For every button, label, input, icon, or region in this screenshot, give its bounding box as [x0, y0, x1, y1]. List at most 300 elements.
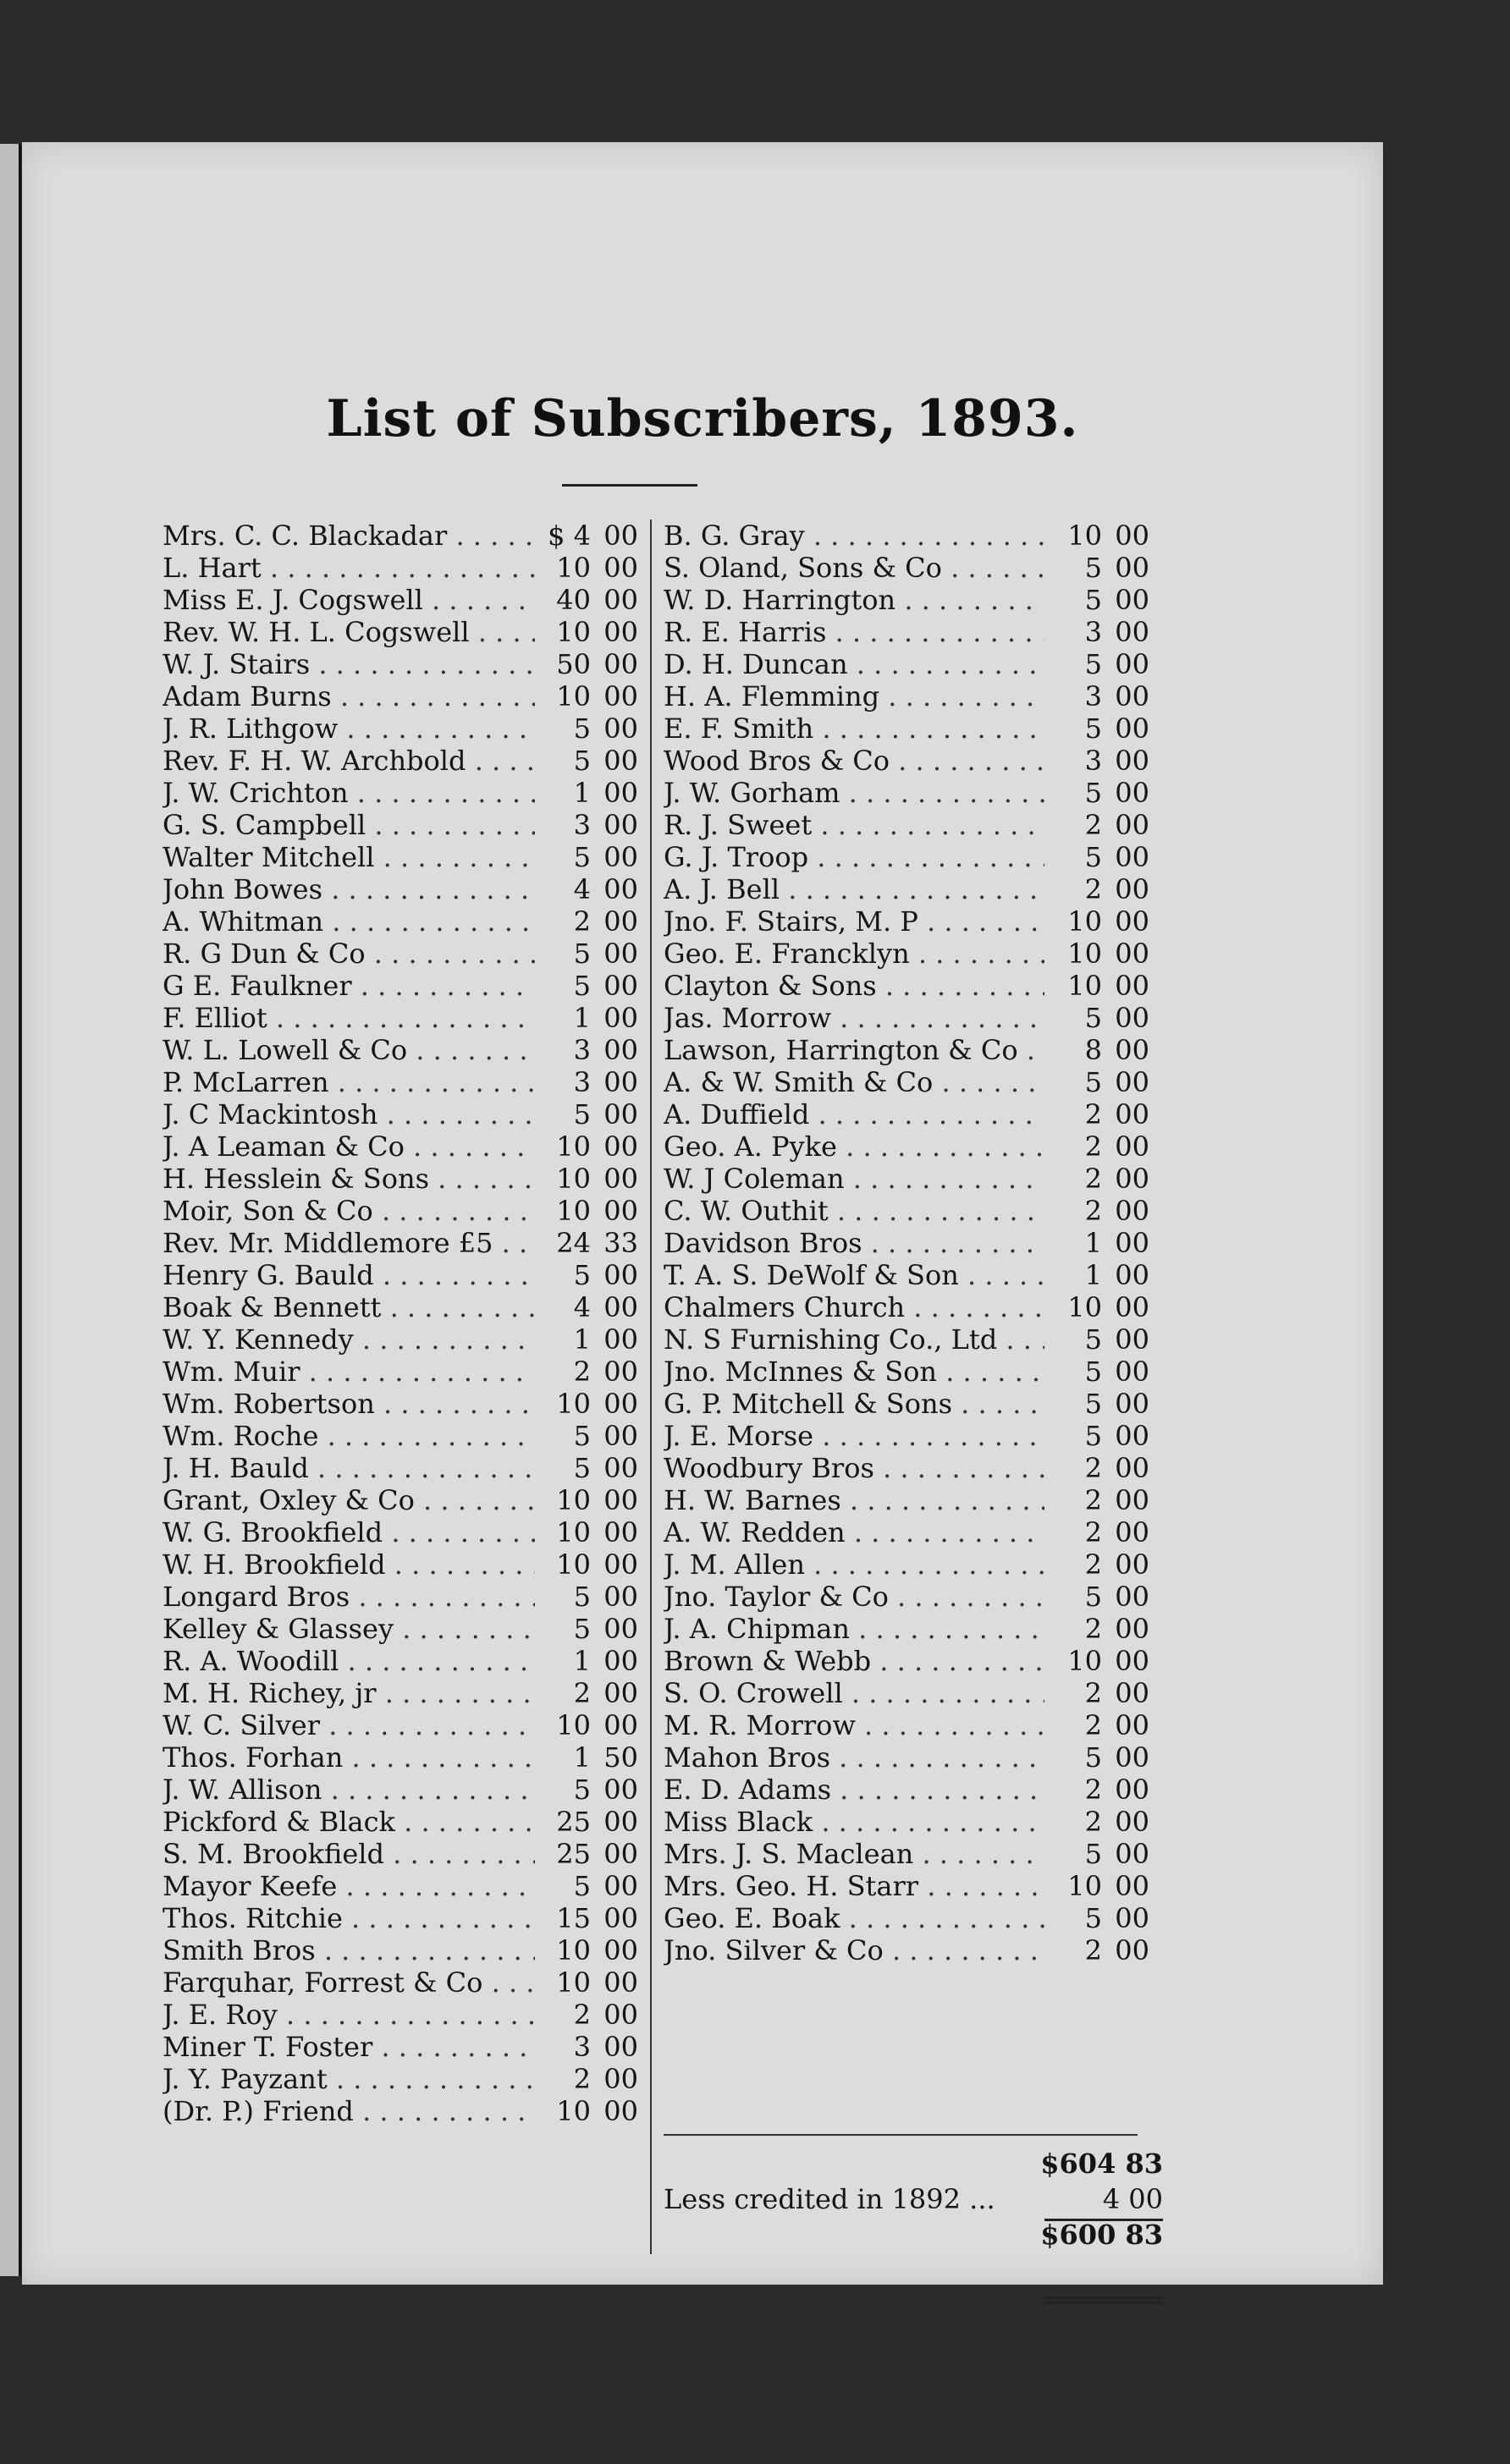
amount-cents: 00: [603, 712, 638, 745]
amount-dollars: 2: [573, 905, 591, 938]
subscriber-name: J. E. Roy . . .: [163, 1999, 535, 2031]
subscriber-row: [664, 1645, 1163, 1677]
amount-dollars: 2: [1084, 809, 1102, 841]
subscriber-name: Chalmers Church . . .: [664, 1291, 1044, 1323]
subscriber-row: [163, 1002, 653, 1034]
amount-dollars: 15: [556, 1902, 591, 1934]
amount-dollars: 3: [1084, 616, 1102, 648]
amount-dollars: 10: [556, 1130, 591, 1163]
amount-dollars: 2: [1084, 1098, 1102, 1130]
amount-dollars: 5: [573, 970, 591, 1002]
subscriber-name: Pickford & Black . . .: [163, 1806, 535, 1838]
amount-cents: 00: [603, 1934, 638, 1966]
subscriber-row: [163, 1902, 653, 1934]
subscriber-name: John Bowes . . .: [163, 873, 535, 905]
amount-dollars: 2: [1084, 1548, 1102, 1581]
amount-cents: 00: [603, 1806, 638, 1838]
amount-cents: 00: [1115, 1323, 1149, 1356]
amount-dollars: 5: [1084, 1838, 1102, 1870]
amount-dollars: 10: [1067, 1870, 1102, 1902]
subscriber-row: [163, 1999, 653, 2031]
subscriber-row: [163, 1420, 653, 1452]
subscriber-name: B. G. Gray . . .: [664, 520, 1044, 552]
amount-dollars: 5: [573, 712, 591, 745]
amount-cents: 00: [1115, 1002, 1149, 1034]
amount-cents: 00: [603, 1291, 638, 1323]
subscriber-row: [163, 2095, 653, 2127]
amount-dollars: 10: [556, 1484, 591, 1516]
amount-cents: 00: [1115, 1677, 1149, 1709]
amount-dollars: 4: [573, 873, 591, 905]
subscriber-name: R. J. Sweet . . .: [664, 809, 1044, 841]
subscriber-row: [163, 745, 653, 777]
amount-cents: 00: [603, 777, 638, 809]
amount-dollars: 2: [573, 1677, 591, 1709]
subscriber-name: D. H. Duncan . . .: [664, 648, 1044, 680]
amount-cents: 00: [603, 2063, 638, 2095]
amount-dollars: 3: [573, 1066, 591, 1098]
subscriber-name: M. R. Morrow . . .: [664, 1709, 1044, 1741]
subscriber-name: W. H. Brookfield . . .: [163, 1548, 535, 1581]
amount-cents: 00: [1115, 1356, 1149, 1388]
amount-cents: 33: [603, 1227, 638, 1259]
subscriber-row: [664, 745, 1163, 777]
amount-cents: 00: [603, 1163, 638, 1195]
amount-cents: 00: [1115, 712, 1149, 745]
subscriber-name: A. W. Redden . . .: [664, 1516, 1044, 1548]
amount-cents: 00: [1115, 1870, 1149, 1902]
amount-cents: 00: [603, 905, 638, 938]
amount-dollars: 5: [573, 938, 591, 970]
subscriber-row: [664, 1098, 1163, 1130]
amount-cents: 00: [1115, 1098, 1149, 1130]
subscriber-row: [664, 1066, 1163, 1098]
amount-dollars: 10: [556, 552, 591, 584]
subscriber-row: [163, 1227, 653, 1259]
subscriber-row: [163, 1323, 653, 1356]
document-page: [22, 142, 1383, 2285]
subscriber-row: [163, 1484, 653, 1516]
subscriber-row: [163, 1870, 653, 1902]
subscriber-name: Mahon Bros . . .: [664, 1741, 1044, 1774]
amount-dollars: 8: [1084, 1034, 1102, 1066]
subscriber-name: Adam Burns . . .: [163, 680, 535, 712]
subscriber-row: [163, 809, 653, 841]
amount-cents: 00: [603, 938, 638, 970]
subscriber-row: [664, 1163, 1163, 1195]
amount-dollars: 5: [1084, 1420, 1102, 1452]
amount-cents: 00: [1115, 1227, 1149, 1259]
amount-cents: 00: [603, 1034, 638, 1066]
subscriber-row: [664, 1034, 1163, 1066]
amount-cents: 00: [1115, 1548, 1149, 1581]
amount-cents: 00: [603, 1066, 638, 1098]
amount-dollars: 5: [573, 1420, 591, 1452]
subscriber-row: [163, 970, 653, 1002]
subscriber-row: [163, 1388, 653, 1420]
subscriber-name: Grant, Oxley & Co . . .: [163, 1484, 535, 1516]
amount-dollars: 25: [556, 1806, 591, 1838]
amount-cents: 00: [603, 970, 638, 1002]
subscriber-name: Brown & Webb . . .: [664, 1645, 1044, 1677]
amount-dollars: 2: [1084, 1806, 1102, 1838]
subscriber-row: [664, 777, 1163, 809]
subscriber-row: [163, 520, 653, 552]
subscriber-name: E. D. Adams . . .: [664, 1774, 1044, 1806]
subscriber-name: Rev. W. H. L. Cogswell . . .: [163, 616, 535, 648]
amount-cents: 00: [1115, 809, 1149, 841]
amount-dollars: 10: [556, 1548, 591, 1581]
subscriber-row: [664, 648, 1163, 680]
amount-cents: 00: [603, 1966, 638, 1999]
subscriber-row: [163, 1677, 653, 1709]
subscriber-name: Geo. A. Pyke . . .: [664, 1130, 1044, 1163]
amount-dollars: 4: [573, 1291, 591, 1323]
subscriber-row: [664, 1581, 1163, 1613]
subscriber-name: W. C. Silver . . .: [163, 1709, 535, 1741]
amount-cents: 00: [1115, 1066, 1149, 1098]
subscriber-row: [163, 1645, 653, 1677]
subscriber-row: [664, 1452, 1163, 1484]
amount-cents: 00: [1115, 905, 1149, 938]
amount-dollars: 5: [573, 1774, 591, 1806]
amount-dollars: 10: [1067, 1645, 1102, 1677]
total-double-rule-top: [1044, 2296, 1163, 2299]
subscriber-name: J. H. Bauld . . .: [163, 1452, 535, 1484]
amount-dollars: 5: [1084, 712, 1102, 745]
amount-dollars: 10: [1067, 905, 1102, 938]
subscriber-row: [163, 552, 653, 584]
subscriber-name: Miss Black . . .: [664, 1806, 1044, 1838]
subscriber-name: J. A. Chipman . . .: [664, 1613, 1044, 1645]
less-credited-amount: 4 00: [1102, 2183, 1163, 2215]
amount-dollars: 5: [573, 1613, 591, 1645]
amount-cents: 00: [1115, 1516, 1149, 1548]
amount-dollars: 5: [1084, 1388, 1102, 1420]
subscriber-name: G E. Faulkner . . .: [163, 970, 535, 1002]
subscriber-name: J. W. Crichton . . .: [163, 777, 535, 809]
subscriber-name: Mayor Keefe . . .: [163, 1870, 535, 1902]
subscriber-row: [163, 1774, 653, 1806]
subscriber-row: [664, 584, 1163, 616]
amount-dollars: 3: [1084, 680, 1102, 712]
amount-cents: 00: [603, 552, 638, 584]
amount-dollars: 3: [1084, 745, 1102, 777]
subscriber-name: A. & W. Smith & Co . . .: [664, 1066, 1044, 1098]
subscriber-row: [163, 2063, 653, 2095]
amount-dollars: 10: [556, 2095, 591, 2127]
subscriber-name: A. Whitman . . .: [163, 905, 535, 938]
subscriber-row: [163, 1806, 653, 1838]
amount-cents: 00: [1115, 1388, 1149, 1420]
amount-cents: 00: [603, 1420, 638, 1452]
subscriber-row: [163, 1838, 653, 1870]
total-double-rule-bottom: [1044, 2302, 1163, 2304]
amount-cents: 00: [603, 1548, 638, 1581]
subscriber-row: [664, 1323, 1163, 1356]
subscriber-row: [163, 1548, 653, 1581]
subscriber-name: G. P. Mitchell & Sons . . .: [664, 1388, 1044, 1420]
amount-dollars: 2: [1084, 873, 1102, 905]
amount-dollars: 5: [1084, 648, 1102, 680]
subscriber-row: [163, 1966, 653, 1999]
amount-cents: 00: [1115, 1259, 1149, 1291]
amount-dollars: 2: [1084, 1163, 1102, 1195]
subscriber-name: H. A. Flemming . . .: [664, 680, 1044, 712]
subscriber-row: [664, 809, 1163, 841]
amount-dollars: 10: [556, 1388, 591, 1420]
subscriber-row: [163, 1356, 653, 1388]
subscriber-row: [664, 1709, 1163, 1741]
subscriber-row: [163, 1259, 653, 1291]
totals-rule: [664, 2134, 1138, 2136]
subscriber-column-right: [664, 520, 1163, 1966]
subscriber-row: [664, 1870, 1163, 1902]
amount-cents: 00: [1115, 584, 1149, 616]
amount-dollars: 1: [573, 1002, 591, 1034]
subscriber-row: [163, 2031, 653, 2063]
amount-cents: 00: [1115, 552, 1149, 584]
subscriber-name: Davidson Bros . . .: [664, 1227, 1044, 1259]
subscriber-name: R. E. Harris . . .: [664, 616, 1044, 648]
amount-dollars: 10: [1067, 520, 1102, 552]
amount-dollars: 3: [573, 1034, 591, 1066]
total-amount: $600 83: [1040, 2219, 1163, 2251]
amount-dollars: 2: [1084, 1484, 1102, 1516]
subscriber-name: Mrs. C. C. Blackadar . . .: [163, 520, 535, 552]
subscriber-row: [163, 1934, 653, 1966]
subscriber-row: [664, 1774, 1163, 1806]
subscriber-row: [163, 938, 653, 970]
subscriber-name: W. J Coleman . . .: [664, 1163, 1044, 1195]
subscriber-row: [163, 648, 653, 680]
subscriber-name: A. Duffield . . .: [664, 1098, 1044, 1130]
subscriber-name: Longard Bros . . .: [163, 1581, 535, 1613]
subscriber-row: [163, 1452, 653, 1484]
amount-cents: 00: [603, 1388, 638, 1420]
subscriber-name: Clayton & Sons . . .: [664, 970, 1044, 1002]
adjacent-page-edge: [0, 144, 21, 2276]
amount-dollars: 1: [1084, 1259, 1102, 1291]
subscriber-row: [664, 712, 1163, 745]
subscriber-row: [163, 1130, 653, 1163]
amount-dollars: 2: [1084, 1452, 1102, 1484]
amount-dollars: 2: [1084, 1774, 1102, 1806]
subscriber-row: [664, 905, 1163, 938]
amount-dollars: 3: [573, 809, 591, 841]
subscriber-row: [664, 552, 1163, 584]
amount-cents: 00: [1115, 680, 1149, 712]
subscriber-name: J. C Mackintosh . . .: [163, 1098, 535, 1130]
subscriber-row: [664, 1002, 1163, 1034]
subscriber-row: [163, 1741, 653, 1774]
subscriber-name: F. Elliot . . .: [163, 1002, 535, 1034]
subscriber-name: Boak & Bennett . . .: [163, 1291, 535, 1323]
subscriber-name: Moir, Son & Co . . .: [163, 1195, 535, 1227]
amount-cents: 00: [603, 1870, 638, 1902]
subscriber-name: H. Hesslein & Sons . . .: [163, 1163, 535, 1195]
subscriber-name: S. M. Brookfield . . .: [163, 1838, 535, 1870]
subscriber-row: [664, 1838, 1163, 1870]
amount-cents: 00: [1115, 1838, 1149, 1870]
amount-dollars: 2: [1084, 1709, 1102, 1741]
subscriber-row: [163, 905, 653, 938]
subscriber-name: H. W. Barnes . . .: [664, 1484, 1044, 1516]
subscriber-name: Wood Bros & Co . . .: [664, 745, 1044, 777]
subscriber-name: (Dr. P.) Friend . . .: [163, 2095, 535, 2127]
subscriber-name: E. F. Smith . . .: [664, 712, 1044, 745]
amount-dollars: 5: [1084, 841, 1102, 873]
subscriber-row: [664, 1388, 1163, 1420]
amount-dollars: 40: [556, 584, 591, 616]
amount-cents: 00: [603, 2031, 638, 2063]
amount-cents: 00: [1115, 1741, 1149, 1774]
subscriber-name: Jno. Silver & Co . . .: [664, 1934, 1044, 1966]
amount-dollars: 2: [573, 1356, 591, 1388]
amount-cents: 00: [1115, 1452, 1149, 1484]
amount-dollars: $ 4: [548, 520, 591, 552]
amount-cents: 00: [603, 648, 638, 680]
amount-cents: 00: [603, 1581, 638, 1613]
amount-cents: 00: [603, 745, 638, 777]
total-row: [664, 2217, 1163, 2252]
amount-dollars: 1: [573, 1645, 591, 1677]
subscriber-name: Wm. Robertson . . .: [163, 1388, 535, 1420]
less-credited-row: [664, 2181, 1163, 2217]
amount-cents: 00: [603, 1645, 638, 1677]
subscriber-name: Smith Bros . . .: [163, 1934, 535, 1966]
amount-dollars: 5: [1084, 1002, 1102, 1034]
subscriber-name: W. J. Stairs . . .: [163, 648, 535, 680]
subscriber-name: Miss E. J. Cogswell . . .: [163, 584, 535, 616]
amount-cents: 00: [603, 1613, 638, 1645]
amount-cents: 00: [1115, 970, 1149, 1002]
subscriber-row: [163, 1709, 653, 1741]
subscriber-name: W. G. Brookfield . . .: [163, 1516, 535, 1548]
amount-cents: 00: [1115, 1902, 1149, 1934]
amount-dollars: 10: [1067, 938, 1102, 970]
subscriber-row: [163, 712, 653, 745]
amount-dollars: 2: [1084, 1934, 1102, 1966]
page-title: List of Subscribers, 1893.: [326, 389, 1079, 448]
amount-dollars: 10: [556, 1966, 591, 1999]
subscriber-name: G. J. Troop . . .: [664, 841, 1044, 873]
amount-cents: 00: [1115, 1645, 1149, 1677]
amount-dollars: 2: [1084, 1677, 1102, 1709]
subscriber-row: [163, 1098, 653, 1130]
amount-dollars: 1: [573, 1741, 591, 1774]
subscriber-name: A. J. Bell . . .: [664, 873, 1044, 905]
subscriber-name: N. S Furnishing Co., Ltd . . .: [664, 1323, 1044, 1356]
subscriber-row: [664, 520, 1163, 552]
subscriber-row: [664, 1934, 1163, 1966]
subscriber-name: Jno. F. Stairs, M. P . . .: [664, 905, 1044, 938]
subscriber-row: [163, 1034, 653, 1066]
amount-cents: 00: [1115, 841, 1149, 873]
amount-cents: 00: [603, 680, 638, 712]
subscriber-name: Jno. McInnes & Son . . .: [664, 1356, 1044, 1388]
amount-dollars: 5: [573, 841, 591, 873]
amount-cents: 00: [603, 1356, 638, 1388]
subscriber-name: G. S. Campbell . . .: [163, 809, 535, 841]
amount-cents: 00: [1115, 1034, 1149, 1066]
amount-dollars: 24: [556, 1227, 591, 1259]
subscriber-row: [163, 1581, 653, 1613]
subscriber-name: T. A. S. DeWolf & Son . . .: [664, 1259, 1044, 1291]
subscriber-name: M. H. Richey, jr . . .: [163, 1677, 535, 1709]
subscriber-row: [664, 1548, 1163, 1581]
subscriber-name: S. Oland, Sons & Co . . .: [664, 552, 1044, 584]
amount-dollars: 5: [1084, 584, 1102, 616]
amount-cents: 00: [1115, 777, 1149, 809]
subscriber-row: [163, 1291, 653, 1323]
subscriber-name: W. Y. Kennedy . . .: [163, 1323, 535, 1356]
amount-cents: 00: [1115, 1163, 1149, 1195]
amount-cents: 00: [603, 1774, 638, 1806]
subscriber-name: Wm. Roche . . .: [163, 1420, 535, 1452]
amount-cents: 00: [1115, 1613, 1149, 1645]
amount-dollars: 2: [1084, 1195, 1102, 1227]
totals-block: [664, 2146, 1163, 2252]
amount-dollars: 2: [573, 1999, 591, 2031]
subscriber-name: J. M. Allen . . .: [664, 1548, 1044, 1581]
amount-cents: 00: [1115, 873, 1149, 905]
subscriber-row: [163, 1195, 653, 1227]
subscriber-name: Lawson, Harrington & Co . . .: [664, 1034, 1044, 1066]
amount-cents: 00: [1115, 745, 1149, 777]
amount-dollars: 2: [573, 2063, 591, 2095]
amount-cents: 00: [603, 1677, 638, 1709]
subscriber-row: [664, 1420, 1163, 1452]
amount-dollars: 2: [1084, 1516, 1102, 1548]
subscriber-column-left: [163, 520, 653, 2127]
amount-cents: 00: [603, 520, 638, 552]
subscriber-row: [163, 1066, 653, 1098]
subscriber-name: J. Y. Payzant . . .: [163, 2063, 535, 2095]
subscriber-row: [664, 1291, 1163, 1323]
subscriber-row: [664, 1130, 1163, 1163]
amount-cents: 00: [603, 584, 638, 616]
amount-dollars: 5: [1084, 1741, 1102, 1774]
subscriber-row: [664, 680, 1163, 712]
subscriber-name: J. R. Lithgow . . .: [163, 712, 535, 745]
subscriber-row: [163, 584, 653, 616]
amount-dollars: 10: [556, 1516, 591, 1548]
amount-cents: 00: [603, 1452, 638, 1484]
subscriber-name: Jas. Morrow . . .: [664, 1002, 1044, 1034]
subscriber-row: [664, 1227, 1163, 1259]
subscriber-row: [664, 1677, 1163, 1709]
subscriber-row: [163, 1516, 653, 1548]
amount-cents: 00: [1115, 1195, 1149, 1227]
amount-cents: 00: [603, 2095, 638, 2127]
amount-cents: 00: [603, 616, 638, 648]
amount-dollars: 5: [1084, 552, 1102, 584]
subscriber-row: [664, 1613, 1163, 1645]
subscriber-name: Mrs. J. S. Maclean . . .: [664, 1838, 1044, 1870]
subscriber-name: J. W. Allison . . .: [163, 1774, 535, 1806]
amount-dollars: 1: [1084, 1227, 1102, 1259]
subscriber-name: Thos. Ritchie . . .: [163, 1902, 535, 1934]
amount-cents: 00: [1115, 520, 1149, 552]
subscriber-row: [163, 1163, 653, 1195]
title-rule: [562, 484, 697, 487]
subscriber-row: [664, 1516, 1163, 1548]
amount-dollars: 1: [573, 777, 591, 809]
amount-dollars: 10: [556, 1195, 591, 1227]
amount-dollars: 5: [1084, 777, 1102, 809]
amount-cents: 00: [1115, 648, 1149, 680]
